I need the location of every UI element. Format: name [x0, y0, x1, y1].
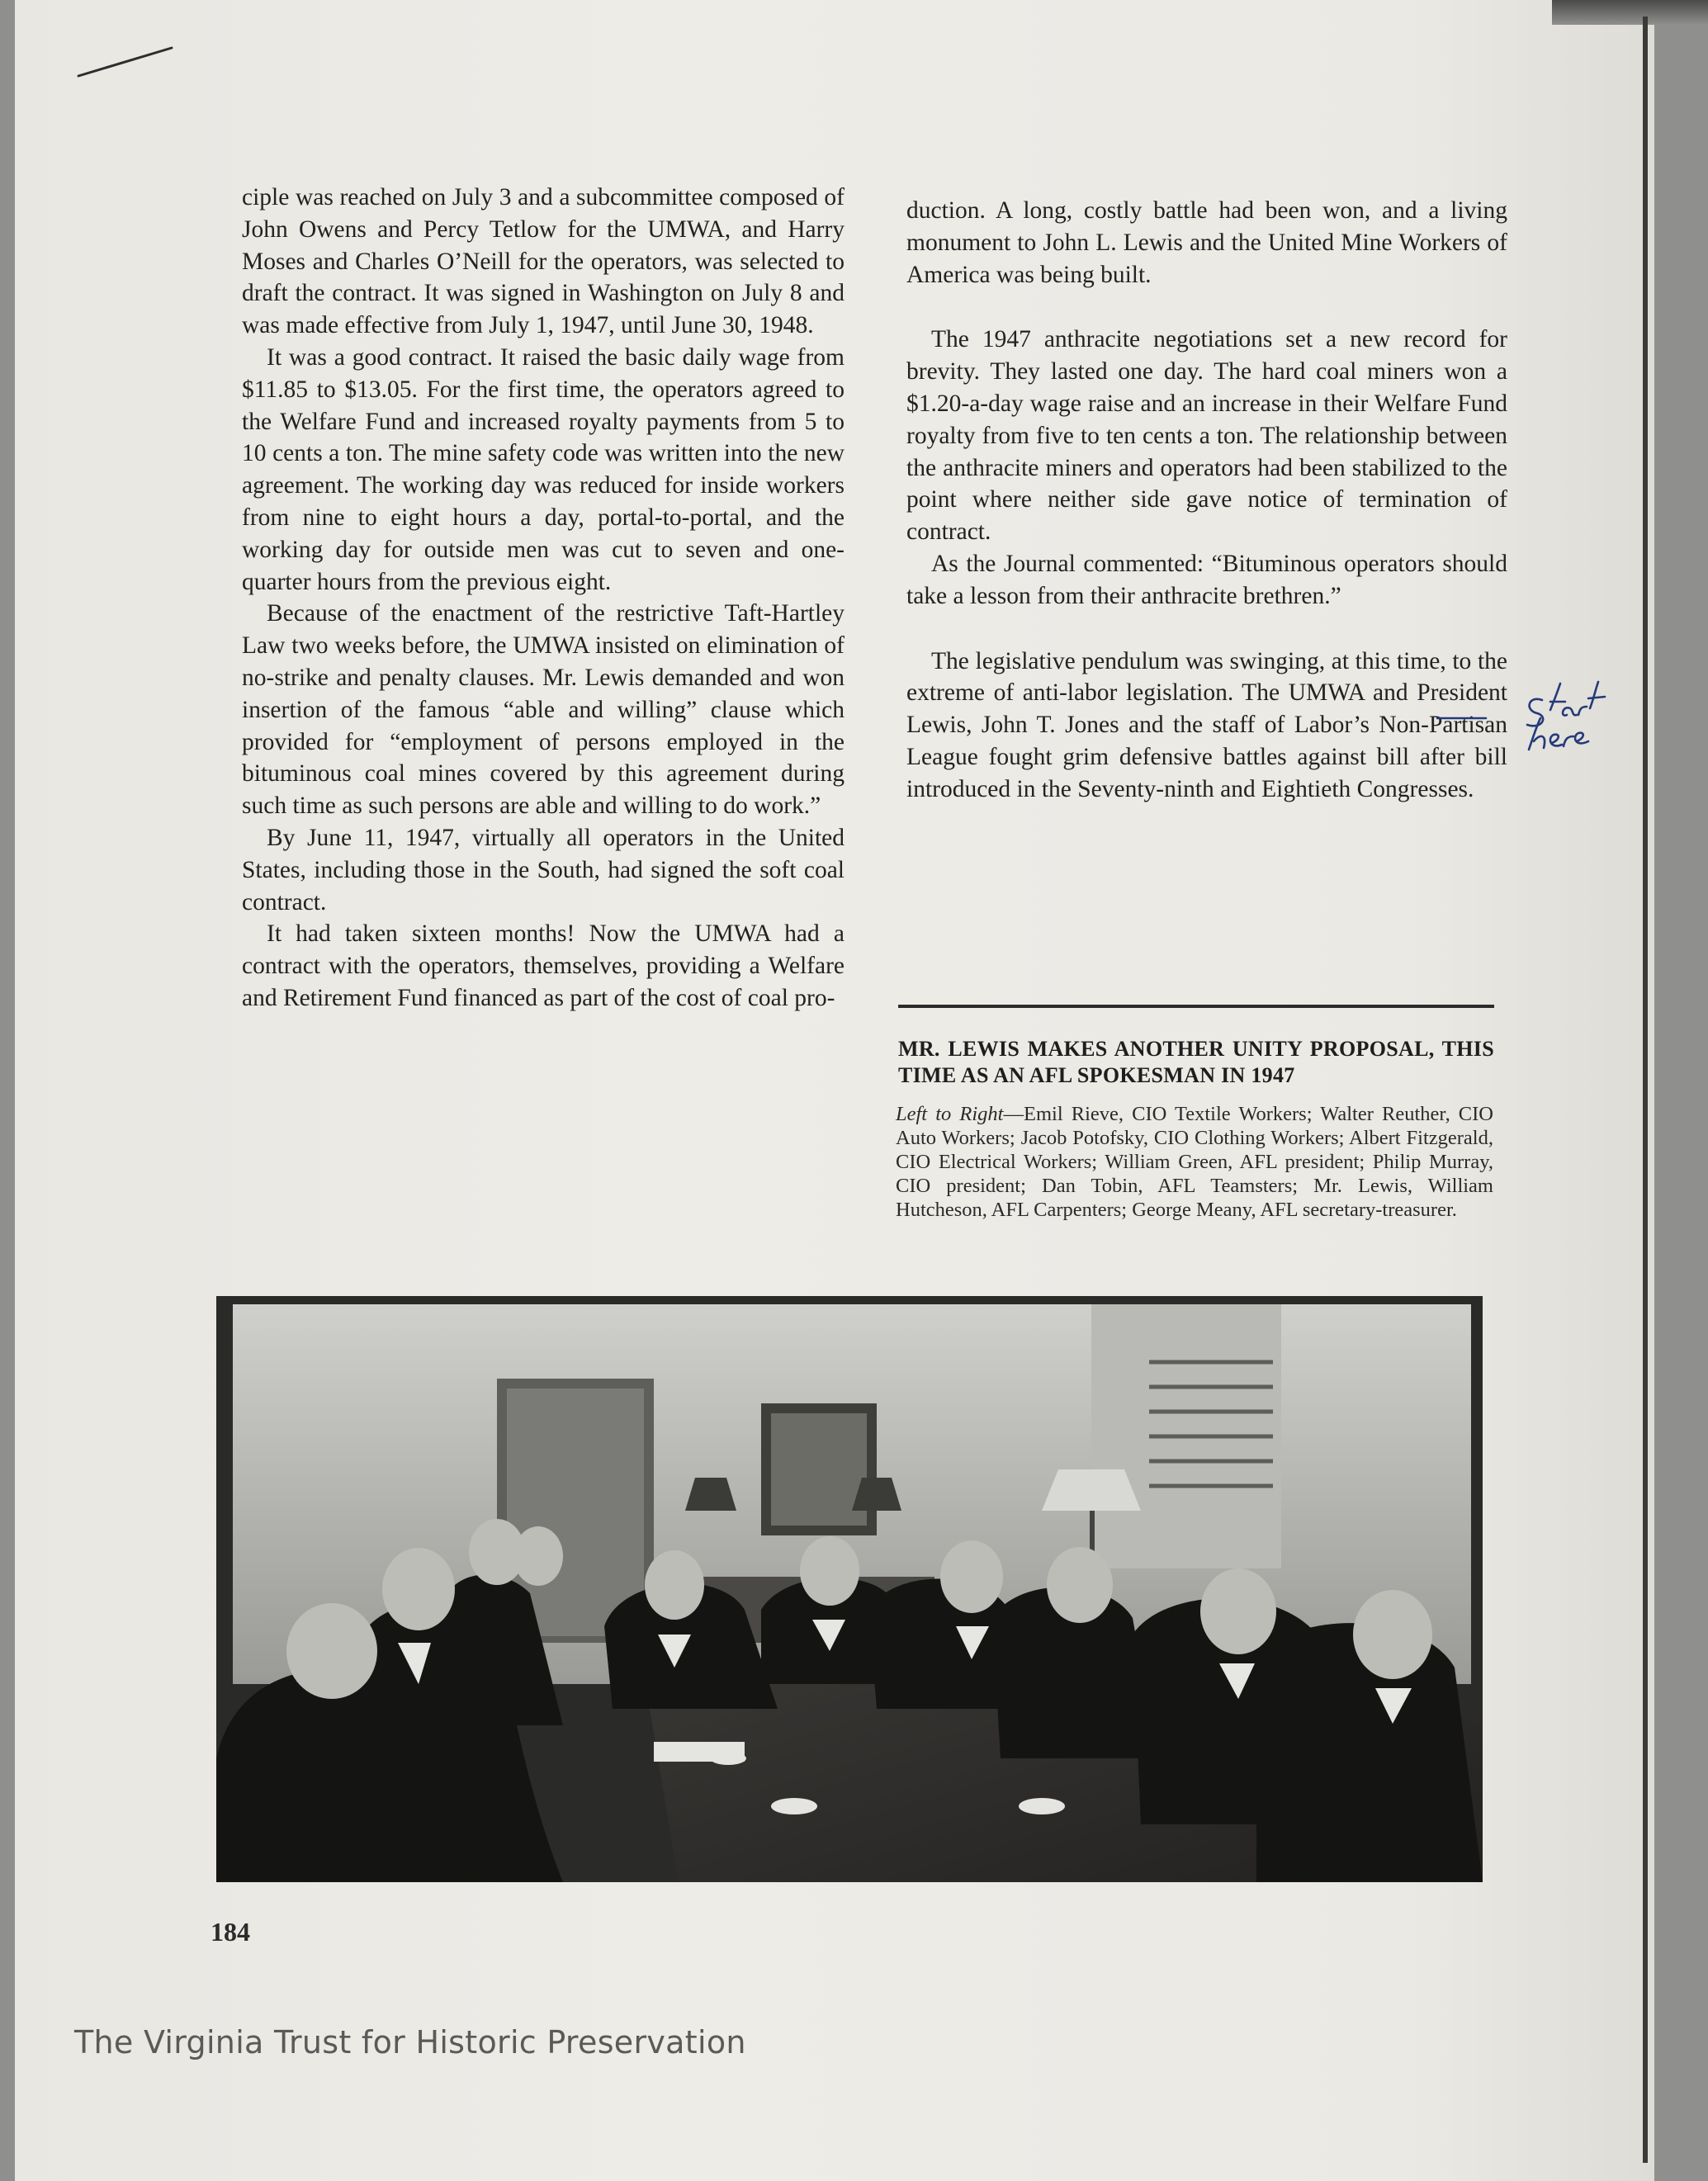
caption-title: MR. LEWIS MAKES ANOTHER UNITY PROPOSAL, THIS TIME AS AN AFL SPOKESMAN IN 1947 [898, 1037, 1494, 1087]
paragraph: It had taken sixteen months! Now the UMWA had a contract with the operators, themselves, providing a Welfare and Retirement Fund financed as part of the cost of coal pro- [242, 920, 845, 1011]
paragraph: It was a good contract. It raised the basic daily wage from $11.85 to $13.05. For the first time, the operators agreed to the Welfare Fund and increased royalty payments from 5 to 10 cents a ton. The mine safety code was written into the new agreement. The working day was reduced for inside workers from nine to eight hours a day, portal-to-portal, and the working day for outside men was cut to seven and one-quarter hours from the previous eight. [242, 343, 845, 595]
caption-text: —Emil Rieve, CIO Textile Workers; Walter Reuther, CIO Auto Workers; Jacob Potofsky, CIO Clothing Workers; Albert Fitzgerald, CIO Electrical Workers; William Green, AFL president; Philip Murray, CIO president; Dan Tobin, AFL Teamsters; Mr. Lewis, William Hutcheson, AFL Carpenters; George Meany, AFL secretary-treasurer. [896, 1103, 1494, 1221]
page-shadow [1552, 0, 1708, 25]
watermark: The Virginia Trust for Historic Preservation [74, 2024, 746, 2060]
right-column [906, 195, 1507, 806]
group-photo [216, 1296, 1483, 1882]
page-edge [1643, 17, 1648, 2163]
paragraph: The legislative pendulum was swinging, at this time, to the extreme of anti-labor legislation. The UMWA and President Lewis, John T. Jones and the staff of Labor’s Non-Partisan League fought grim defensive battles against bill after bill introduced in the Seventy-ninth and Eightieth Congresses. [906, 647, 1507, 802]
left-column [242, 182, 845, 1015]
caption-lead: Left to Right [896, 1103, 1004, 1125]
paragraph: By June 11, 1947, virtually all operators in the United States, including those in the South, had signed the soft coal contract. [242, 824, 845, 915]
paragraph: As the Journal commented: “Bituminous operators should take a lesson from their anthracite brethren.” [906, 550, 1507, 609]
paragraph: duction. A long, costly battle had been won, and a living monument to John L. Lewis and the United Mine Workers of America was being built. [906, 197, 1507, 288]
pen-stroke-mark [74, 41, 182, 83]
page-number: 184 [211, 1917, 250, 1947]
handwritten-note [1436, 677, 1626, 768]
caption-rule [898, 1005, 1494, 1008]
caption-body [896, 1102, 1493, 1222]
paragraph: ciple was reached on July 3 and a subcommittee composed of John Owens and Percy Tetlow for the UMWA, and Harry Moses and Charles O’Neill for the operators, was selected to draft the contract. It was signed in Washington on July 8 and was made effective from July 1, 1947, until June 30, 1948. [242, 184, 845, 339]
paragraph: The 1947 anthracite negotiations set a new record for brevity. They lasted one day. The hard coal miners won a $1.20-a-day wage raise and an increase in their Welfare Fund royalty from five to ten cents a ton. The relationship between the anthracite miners and operators had been stabilized to the point where neither side gave notice of termination of contract. [906, 326, 1507, 546]
paragraph: Because of the enactment of the restrictive Taft-Hartley Law two weeks before, the UMWA insisted on elimination of no-strike and penalty clauses. Mr. Lewis demanded and won insertion of the famous “able and willing” clause which provided for “employment of persons employed in the bituminous coal mines covered by this agreement during such time as such persons are able and willing to do work.” [242, 600, 845, 820]
